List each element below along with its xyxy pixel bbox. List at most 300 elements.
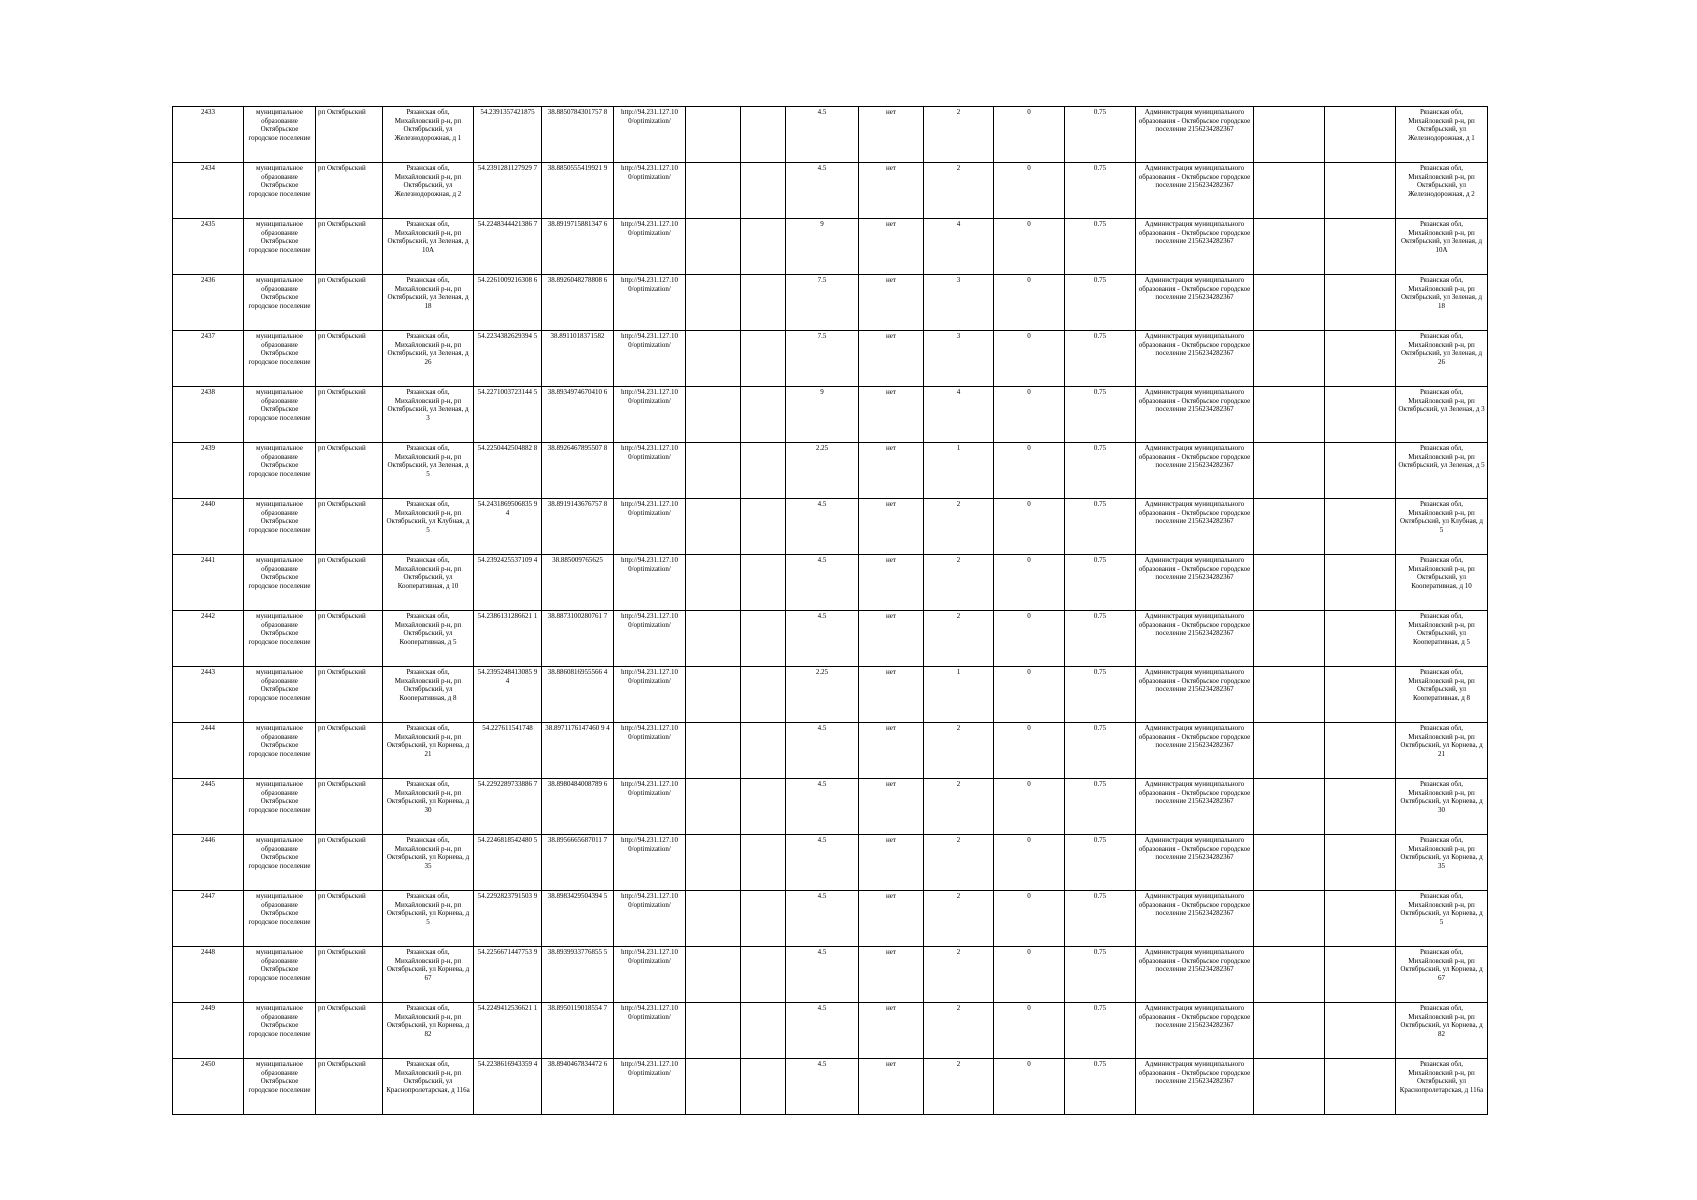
empty-cell: [686, 443, 741, 499]
municipality-cell: муниципальное образование Октябрьское городское поселение: [244, 443, 316, 499]
latitude-cell: 54.2392425537109 4: [474, 555, 542, 611]
row-number-cell: 2437: [173, 331, 244, 387]
area-cell: 4.5: [786, 163, 859, 219]
table-row: [173, 331, 1488, 387]
row-number-cell: 2434: [173, 163, 244, 219]
empty-cell: [1325, 499, 1396, 555]
address-cell: Рязанская обл, Михайловский р-н, рп Октябрьский, ул Железнодорожная, д 1: [383, 107, 474, 163]
address-cell: Рязанская обл, Михайловский р-н, рп Октябрьский, ул Корнева, д 35: [383, 835, 474, 891]
latitude-cell: 54.2246818542480 5: [474, 835, 542, 891]
address-cell: Рязанская обл, Михайловский р-н, рп Октябрьский, ул Корнева, д 82: [383, 1003, 474, 1059]
volume-cell: 0.75: [1065, 555, 1136, 611]
table-row: [173, 1059, 1488, 1115]
empty-cell: [1254, 1059, 1325, 1115]
volume-cell: 0.75: [1065, 331, 1136, 387]
volume-cell: 0.75: [1065, 835, 1136, 891]
source-cell: Рязанская обл, Михайловский р-н, рп Октябрьский, ул Зеленая, д 10А: [1396, 219, 1488, 275]
empty-cell: [741, 891, 786, 947]
area-cell: 2.25: [786, 667, 859, 723]
cover-cell: нет: [859, 555, 924, 611]
empty-cell: [741, 499, 786, 555]
empty-cell: [1254, 835, 1325, 891]
volume-cell: 0.75: [1065, 219, 1136, 275]
container-count2-cell: 0: [994, 835, 1065, 891]
volume-cell: 0.75: [1065, 275, 1136, 331]
empty-cell: [741, 387, 786, 443]
empty-cell: [1254, 891, 1325, 947]
area-cell: 4.5: [786, 1059, 859, 1115]
volume-cell: 0.75: [1065, 387, 1136, 443]
area-cell: 7.5: [786, 275, 859, 331]
source-cell: Рязанская обл, Михайловский р-н, рп Октябрьский, ул Железнодорожная, д 1: [1396, 107, 1488, 163]
empty-cell: [1254, 723, 1325, 779]
table-row: [173, 891, 1488, 947]
table-row: [173, 723, 1488, 779]
row-number-cell: 2442: [173, 611, 244, 667]
row-number-cell: 2439: [173, 443, 244, 499]
address-cell: Рязанская обл, Михайловский р-н, рп Октябрьский, ул Железнодорожная, д 2: [383, 163, 474, 219]
empty-cell: [741, 443, 786, 499]
municipality-cell: муниципальное образование Октябрьское городское поселение: [244, 891, 316, 947]
row-number-cell: 2441: [173, 555, 244, 611]
cover-cell: нет: [859, 107, 924, 163]
source-cell: Рязанская обл, Михайловский р-н, рп Октябрьский, ул Корнева, д 21: [1396, 723, 1488, 779]
url-cell: http://94.231.127.10 0/optimization/: [614, 499, 686, 555]
volume-cell: 0.75: [1065, 1059, 1136, 1115]
empty-cell: [686, 947, 741, 1003]
url-cell: http://94.231.127.10 0/optimization/: [614, 835, 686, 891]
row-number-cell: 2447: [173, 891, 244, 947]
address-cell: Рязанская обл, Михайловский р-н, рп Октябрьский, ул Корнева, д 30: [383, 779, 474, 835]
latitude-cell: 54.2261009216308 6: [474, 275, 542, 331]
volume-cell: 0.75: [1065, 947, 1136, 1003]
empty-cell: [1254, 443, 1325, 499]
empty-cell: [741, 1003, 786, 1059]
container-count-cell: 3: [924, 275, 994, 331]
longitude-cell: 38.8926048278808 6: [542, 275, 614, 331]
source-cell: Рязанская обл, Михайловский р-н, рп Октябрьский, ул Корнева, д 5: [1396, 891, 1488, 947]
row-number-cell: 2446: [173, 835, 244, 891]
longitude-cell: 38.8940467834472 6: [542, 1059, 614, 1115]
settlement-cell: рп Октябрьский: [316, 387, 383, 443]
empty-cell: [686, 835, 741, 891]
municipality-cell: муниципальное образование Октябрьское городское поселение: [244, 275, 316, 331]
container-count-cell: 2: [924, 779, 994, 835]
latitude-cell: 54.2386131286621 1: [474, 611, 542, 667]
empty-cell: [1325, 555, 1396, 611]
volume-cell: 0.75: [1065, 611, 1136, 667]
longitude-cell: 38.8926467895507 8: [542, 443, 614, 499]
area-cell: 7.5: [786, 331, 859, 387]
latitude-cell: 54.2292289733886 7: [474, 779, 542, 835]
table-body: [173, 107, 1488, 1115]
owner-cell: Администрация муниципального образования - Октябрьское городское поселение 2156234282367: [1136, 219, 1254, 275]
empty-cell: [1254, 499, 1325, 555]
empty-cell: [1325, 1003, 1396, 1059]
empty-cell: [1325, 107, 1396, 163]
row-number-cell: 2450: [173, 1059, 244, 1115]
empty-cell: [1254, 611, 1325, 667]
municipality-cell: муниципальное образование Октябрьское городское поселение: [244, 611, 316, 667]
container-count2-cell: 0: [994, 163, 1065, 219]
container-count2-cell: 0: [994, 1059, 1065, 1115]
empty-cell: [741, 779, 786, 835]
container-count-cell: 2: [924, 835, 994, 891]
settlement-cell: рп Октябрьский: [316, 499, 383, 555]
empty-cell: [1325, 835, 1396, 891]
settlement-cell: рп Октябрьский: [316, 219, 383, 275]
cover-cell: нет: [859, 667, 924, 723]
longitude-cell: 38.8919143676757 8: [542, 499, 614, 555]
settlement-cell: рп Октябрьский: [316, 163, 383, 219]
latitude-cell: 54.2395248413085 9 4: [474, 667, 542, 723]
registry-table: [172, 106, 1488, 1115]
empty-cell: [1254, 1003, 1325, 1059]
owner-cell: Администрация муниципального образования - Октябрьское городское поселение 2156234282367: [1136, 779, 1254, 835]
longitude-cell: 38.8919715881347 6: [542, 219, 614, 275]
address-cell: Рязанская обл, Михайловский р-н, рп Октябрьский, ул Зеленая, д 5: [383, 443, 474, 499]
url-cell: http://94.231.127.10 0/optimization/: [614, 219, 686, 275]
area-cell: 4.5: [786, 723, 859, 779]
area-cell: 4.5: [786, 779, 859, 835]
empty-cell: [686, 611, 741, 667]
source-cell: Рязанская обл, Михайловский р-н, рп Октябрьский, ул Зеленая, д 18: [1396, 275, 1488, 331]
container-count2-cell: 0: [994, 779, 1065, 835]
row-number-cell: 2436: [173, 275, 244, 331]
empty-cell: [741, 723, 786, 779]
empty-cell: [686, 163, 741, 219]
empty-cell: [1325, 779, 1396, 835]
container-count2-cell: 0: [994, 1003, 1065, 1059]
container-count-cell: 4: [924, 219, 994, 275]
area-cell: 4.5: [786, 611, 859, 667]
settlement-cell: рп Октябрьский: [316, 331, 383, 387]
empty-cell: [686, 779, 741, 835]
row-number-cell: 2438: [173, 387, 244, 443]
container-count-cell: 2: [924, 555, 994, 611]
empty-cell: [1325, 947, 1396, 1003]
settlement-cell: рп Октябрьский: [316, 779, 383, 835]
cover-cell: нет: [859, 499, 924, 555]
cover-cell: нет: [859, 275, 924, 331]
empty-cell: [686, 1059, 741, 1115]
settlement-cell: рп Октябрьский: [316, 947, 383, 1003]
settlement-cell: рп Октябрьский: [316, 891, 383, 947]
empty-cell: [1254, 107, 1325, 163]
empty-cell: [1325, 387, 1396, 443]
cover-cell: нет: [859, 387, 924, 443]
owner-cell: Администрация муниципального образования - Октябрьское городское поселение 2156234282367: [1136, 555, 1254, 611]
container-count-cell: 2: [924, 499, 994, 555]
container-count2-cell: 0: [994, 331, 1065, 387]
latitude-cell: 54.2249412536621 1: [474, 1003, 542, 1059]
volume-cell: 0.75: [1065, 163, 1136, 219]
empty-cell: [1325, 163, 1396, 219]
source-cell: Рязанская обл, Михайловский р-н, рп Октябрьский, ул Железнодорожная, д 2: [1396, 163, 1488, 219]
container-count-cell: 1: [924, 667, 994, 723]
latitude-cell: 54.227611541748: [474, 723, 542, 779]
empty-cell: [1254, 947, 1325, 1003]
empty-cell: [1325, 723, 1396, 779]
container-count-cell: 2: [924, 107, 994, 163]
container-count2-cell: 0: [994, 555, 1065, 611]
empty-cell: [686, 499, 741, 555]
municipality-cell: муниципальное образование Октябрьское городское поселение: [244, 1059, 316, 1115]
latitude-cell: 54.2391281127929 7: [474, 163, 542, 219]
empty-cell: [686, 219, 741, 275]
empty-cell: [1254, 555, 1325, 611]
area-cell: 4.5: [786, 555, 859, 611]
source-cell: Рязанская обл, Михайловский р-н, рп Октябрьский, ул Корнева, д 35: [1396, 835, 1488, 891]
empty-cell: [1254, 275, 1325, 331]
settlement-cell: рп Октябрьский: [316, 723, 383, 779]
address-cell: Рязанская обл, Михайловский р-н, рп Октябрьский, ул Кооперативная, д 5: [383, 611, 474, 667]
source-cell: Рязанская обл, Михайловский р-н, рп Октябрьский, ул Краснопролетарская, д 116а: [1396, 1059, 1488, 1115]
empty-cell: [741, 1059, 786, 1115]
cover-cell: нет: [859, 779, 924, 835]
settlement-cell: рп Октябрьский: [316, 443, 383, 499]
municipality-cell: муниципальное образование Октябрьское городское поселение: [244, 947, 316, 1003]
table-row: [173, 275, 1488, 331]
longitude-cell: 38.8873100280761 7: [542, 611, 614, 667]
area-cell: 4.5: [786, 499, 859, 555]
table-row: [173, 611, 1488, 667]
latitude-cell: 54.2391357421875: [474, 107, 542, 163]
cover-cell: нет: [859, 891, 924, 947]
longitude-cell: 38.8850784301757 8: [542, 107, 614, 163]
latitude-cell: 54.2238616943359 4: [474, 1059, 542, 1115]
empty-cell: [686, 723, 741, 779]
latitude-cell: 54.2292823791503 9: [474, 891, 542, 947]
container-count2-cell: 0: [994, 275, 1065, 331]
empty-cell: [1325, 1059, 1396, 1115]
row-number-cell: 2444: [173, 723, 244, 779]
table-row: [173, 835, 1488, 891]
settlement-cell: рп Октябрьский: [316, 107, 383, 163]
container-count2-cell: 0: [994, 219, 1065, 275]
settlement-cell: рп Октябрьский: [316, 1059, 383, 1115]
empty-cell: [686, 275, 741, 331]
address-cell: Рязанская обл, Михайловский р-н, рп Октябрьский, ул Кооперативная, д 8: [383, 667, 474, 723]
volume-cell: 0.75: [1065, 1003, 1136, 1059]
empty-cell: [686, 107, 741, 163]
address-cell: Рязанская обл, Михайловский р-н, рп Октябрьский, ул Кооперативная, д 10: [383, 555, 474, 611]
area-cell: 9: [786, 387, 859, 443]
cover-cell: нет: [859, 163, 924, 219]
volume-cell: 0.75: [1065, 891, 1136, 947]
longitude-cell: 38.8980484008789 6: [542, 779, 614, 835]
longitude-cell: 38.8860816955566 4: [542, 667, 614, 723]
source-cell: Рязанская обл, Михайловский р-н, рп Октябрьский, ул Кооперативная, д 8: [1396, 667, 1488, 723]
owner-cell: Администрация муниципального образования - Октябрьское городское поселение 2156234282367: [1136, 723, 1254, 779]
empty-cell: [1325, 219, 1396, 275]
container-count-cell: 2: [924, 947, 994, 1003]
area-cell: 4.5: [786, 891, 859, 947]
empty-cell: [741, 947, 786, 1003]
volume-cell: 0.75: [1065, 443, 1136, 499]
cover-cell: нет: [859, 331, 924, 387]
longitude-cell: 38.8956665687011 7: [542, 835, 614, 891]
address-cell: Рязанская обл, Михайловский р-н, рп Октябрьский, ул Зеленая, д 10А: [383, 219, 474, 275]
url-cell: http://94.231.127.10 0/optimization/: [614, 443, 686, 499]
url-cell: http://94.231.127.10 0/optimization/: [614, 331, 686, 387]
url-cell: http://94.231.127.10 0/optimization/: [614, 387, 686, 443]
settlement-cell: рп Октябрьский: [316, 275, 383, 331]
url-cell: http://94.231.127.10 0/optimization/: [614, 947, 686, 1003]
municipality-cell: муниципальное образование Октябрьское городское поселение: [244, 835, 316, 891]
owner-cell: Администрация муниципального образования - Октябрьское городское поселение 2156234282367: [1136, 163, 1254, 219]
empty-cell: [1254, 779, 1325, 835]
municipality-cell: муниципальное образование Октябрьское городское поселение: [244, 163, 316, 219]
longitude-cell: 38.885009765625: [542, 555, 614, 611]
empty-cell: [1325, 611, 1396, 667]
cover-cell: нет: [859, 219, 924, 275]
municipality-cell: муниципальное образование Октябрьское городское поселение: [244, 723, 316, 779]
source-cell: Рязанская обл, Михайловский р-н, рп Октябрьский, ул Зеленая, д 3: [1396, 387, 1488, 443]
table-row: [173, 219, 1488, 275]
source-cell: Рязанская обл, Михайловский р-н, рп Октябрьский, ул Зеленая, д 5: [1396, 443, 1488, 499]
empty-cell: [1325, 667, 1396, 723]
url-cell: http://94.231.127.10 0/optimization/: [614, 107, 686, 163]
empty-cell: [741, 107, 786, 163]
owner-cell: Администрация муниципального образования - Октябрьское городское поселение 2156234282367: [1136, 275, 1254, 331]
owner-cell: Администрация муниципального образования - Октябрьское городское поселение 2156234282367: [1136, 499, 1254, 555]
container-count2-cell: 0: [994, 611, 1065, 667]
row-number-cell: 2440: [173, 499, 244, 555]
empty-cell: [686, 1003, 741, 1059]
container-count-cell: 2: [924, 611, 994, 667]
table-row: [173, 499, 1488, 555]
url-cell: http://94.231.127.10 0/optimization/: [614, 163, 686, 219]
area-cell: 4.5: [786, 107, 859, 163]
longitude-cell: 38.8850555419921 9: [542, 163, 614, 219]
empty-cell: [741, 667, 786, 723]
table-row: [173, 387, 1488, 443]
settlement-cell: рп Октябрьский: [316, 835, 383, 891]
address-cell: Рязанская обл, Михайловский р-н, рп Октябрьский, ул Краснопролетарская, д 116а: [383, 1059, 474, 1115]
longitude-cell: 38.8950119018554 7: [542, 1003, 614, 1059]
source-cell: Рязанская обл, Михайловский р-н, рп Октябрьский, ул Корнева, д 67: [1396, 947, 1488, 1003]
empty-cell: [1254, 331, 1325, 387]
container-count-cell: 3: [924, 331, 994, 387]
empty-cell: [686, 891, 741, 947]
address-cell: Рязанская обл, Михайловский р-н, рп Октябрьский, ул Корнева, д 5: [383, 891, 474, 947]
cover-cell: нет: [859, 947, 924, 1003]
cover-cell: нет: [859, 835, 924, 891]
latitude-cell: 54.2271003723144 5: [474, 387, 542, 443]
table-row: [173, 107, 1488, 163]
url-cell: http://94.231.127.10 0/optimization/: [614, 611, 686, 667]
latitude-cell: 54.2256671447753 9: [474, 947, 542, 1003]
settlement-cell: рп Октябрьский: [316, 667, 383, 723]
empty-cell: [686, 387, 741, 443]
latitude-cell: 54.2248344421386 7: [474, 219, 542, 275]
longitude-cell: 38.8939933776855 5: [542, 947, 614, 1003]
owner-cell: Администрация муниципального образования - Октябрьское городское поселение 2156234282367: [1136, 667, 1254, 723]
source-cell: Рязанская обл, Михайловский р-н, рп Октябрьский, ул Кооперативная, д 10: [1396, 555, 1488, 611]
container-count2-cell: 0: [994, 947, 1065, 1003]
source-cell: Рязанская обл, Михайловский р-н, рп Октябрьский, ул Клубная, д 5: [1396, 499, 1488, 555]
url-cell: http://94.231.127.10 0/optimization/: [614, 1003, 686, 1059]
container-count2-cell: 0: [994, 667, 1065, 723]
owner-cell: Администрация муниципального образования - Октябрьское городское поселение 2156234282367: [1136, 891, 1254, 947]
empty-cell: [1254, 219, 1325, 275]
empty-cell: [741, 555, 786, 611]
cover-cell: нет: [859, 443, 924, 499]
container-count2-cell: 0: [994, 891, 1065, 947]
cover-cell: нет: [859, 611, 924, 667]
volume-cell: 0.75: [1065, 723, 1136, 779]
cover-cell: нет: [859, 1059, 924, 1115]
settlement-cell: рп Октябрьский: [316, 611, 383, 667]
table-row: [173, 1003, 1488, 1059]
volume-cell: 0.75: [1065, 667, 1136, 723]
container-count2-cell: 0: [994, 107, 1065, 163]
container-count-cell: 2: [924, 723, 994, 779]
container-count2-cell: 0: [994, 443, 1065, 499]
container-count2-cell: 0: [994, 723, 1065, 779]
table-row: [173, 443, 1488, 499]
container-count2-cell: 0: [994, 387, 1065, 443]
owner-cell: Администрация муниципального образования - Октябрьское городское поселение 2156234282367: [1136, 611, 1254, 667]
source-cell: Рязанская обл, Михайловский р-н, рп Октябрьский, ул Кооперативная, д 5: [1396, 611, 1488, 667]
municipality-cell: муниципальное образование Октябрьское городское поселение: [244, 779, 316, 835]
address-cell: Рязанская обл, Михайловский р-н, рп Октябрьский, ул Зеленая, д 18: [383, 275, 474, 331]
url-cell: http://94.231.127.10 0/optimization/: [614, 779, 686, 835]
url-cell: http://94.231.127.10 0/optimization/: [614, 555, 686, 611]
empty-cell: [1325, 443, 1396, 499]
area-cell: 4.5: [786, 835, 859, 891]
area-cell: 4.5: [786, 947, 859, 1003]
empty-cell: [741, 835, 786, 891]
empty-cell: [686, 667, 741, 723]
empty-cell: [1325, 891, 1396, 947]
municipality-cell: муниципальное образование Октябрьское городское поселение: [244, 499, 316, 555]
municipality-cell: муниципальное образование Октябрьское городское поселение: [244, 667, 316, 723]
area-cell: 4.5: [786, 1003, 859, 1059]
row-number-cell: 2448: [173, 947, 244, 1003]
municipality-cell: муниципальное образование Октябрьское городское поселение: [244, 219, 316, 275]
longitude-cell: 38.8983429504394 5: [542, 891, 614, 947]
source-cell: Рязанская обл, Михайловский р-н, рп Октябрьский, ул Зеленая, д 26: [1396, 331, 1488, 387]
empty-cell: [741, 275, 786, 331]
container-count2-cell: 0: [994, 499, 1065, 555]
address-cell: Рязанская обл, Михайловский р-н, рп Октябрьский, ул Клубная, д 5: [383, 499, 474, 555]
row-number-cell: 2449: [173, 1003, 244, 1059]
volume-cell: 0.75: [1065, 779, 1136, 835]
url-cell: http://94.231.127.10 0/optimization/: [614, 275, 686, 331]
address-cell: Рязанская обл, Михайловский р-н, рп Октябрьский, ул Корнева, д 67: [383, 947, 474, 1003]
empty-cell: [741, 219, 786, 275]
empty-cell: [741, 163, 786, 219]
table-row: [173, 667, 1488, 723]
container-count-cell: 2: [924, 1059, 994, 1115]
container-count-cell: 2: [924, 891, 994, 947]
address-cell: Рязанская обл, Михайловский р-н, рп Октябрьский, ул Зеленая, д 26: [383, 331, 474, 387]
empty-cell: [686, 331, 741, 387]
volume-cell: 0.75: [1065, 107, 1136, 163]
empty-cell: [1254, 163, 1325, 219]
longitude-cell: 38.8934974670410 6: [542, 387, 614, 443]
owner-cell: Администрация муниципального образования - Октябрьское городское поселение 2156234282367: [1136, 387, 1254, 443]
owner-cell: Администрация муниципального образования - Октябрьское городское поселение 2156234282367: [1136, 1059, 1254, 1115]
table-row: [173, 779, 1488, 835]
table-row: [173, 555, 1488, 611]
empty-cell: [1325, 331, 1396, 387]
settlement-cell: рп Октябрьский: [316, 555, 383, 611]
container-count-cell: 4: [924, 387, 994, 443]
row-number-cell: 2435: [173, 219, 244, 275]
